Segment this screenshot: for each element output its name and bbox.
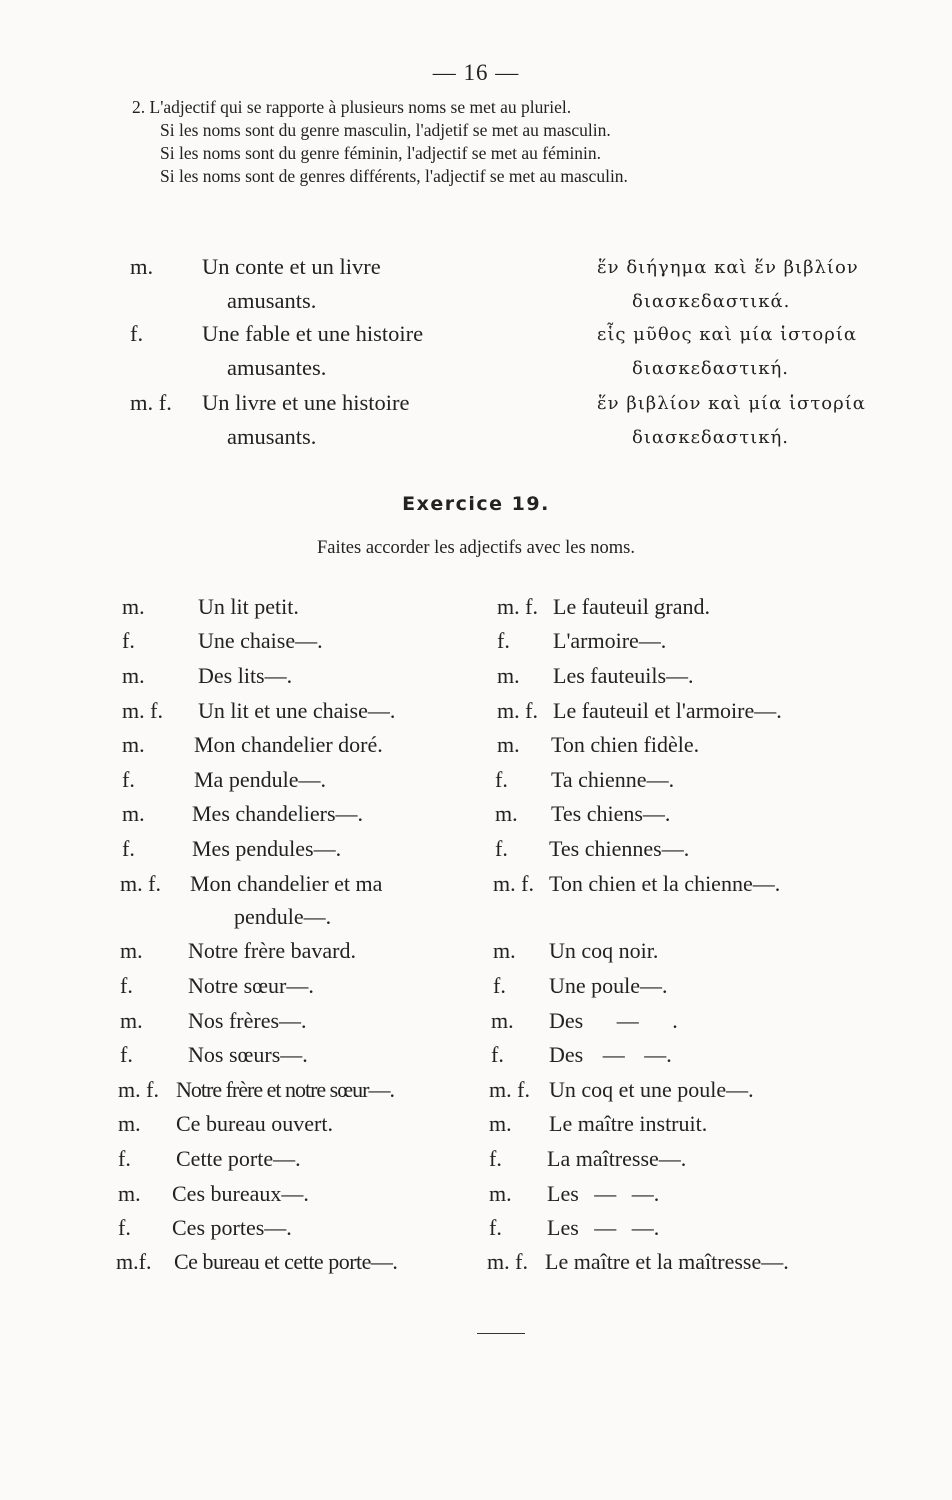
- left-phrase: Notre frère et notre sœur—.: [176, 1077, 394, 1102]
- right-gender: m.: [497, 732, 520, 757]
- left-gender: m. f.: [118, 1077, 159, 1102]
- left-gender: m. f.: [120, 871, 161, 896]
- right-phrase: Un coq noir.: [549, 938, 659, 963]
- right-gender: f.: [489, 1215, 502, 1240]
- left-phrase: Un lit et une chaise—.: [198, 698, 396, 723]
- example-gender: f.: [130, 321, 144, 346]
- example-gender: m.: [130, 254, 154, 279]
- left-phrase: Ce bureau ouvert.: [176, 1111, 333, 1136]
- right-gender: f.: [497, 628, 510, 653]
- left-phrase: Notre sœur—.: [188, 973, 314, 998]
- right-gender: m. f.: [497, 698, 538, 723]
- right-phrase: Ton chien fidèle.: [551, 732, 700, 757]
- left-gender: f.: [122, 767, 135, 792]
- left-gender: f.: [120, 973, 133, 998]
- rule-line: Si les noms sont du genre masculin, l'adjetif se met au masculin.: [160, 120, 611, 140]
- left-phrase: Un lit petit.: [198, 594, 299, 619]
- left-gender: m.: [118, 1181, 141, 1206]
- example-greek: ἕν διήγημα καὶ ἕν βιβλίον: [597, 257, 859, 278]
- left-gender: m.f.: [116, 1249, 152, 1274]
- rule-line: Si les noms sont du genre féminin, l'adjectif se met au féminin.: [160, 143, 602, 163]
- left-gender: m.: [122, 732, 145, 757]
- right-phrase: Un coq et une poule—.: [549, 1077, 754, 1102]
- left-gender: m.: [122, 663, 145, 688]
- right-gender: m.: [489, 1111, 512, 1136]
- left-gender: f.: [118, 1215, 131, 1240]
- exercise-instruction: Faites accorder les adjectifs avec les noms.: [317, 538, 635, 558]
- left-phrase: Des lits—.: [198, 663, 293, 688]
- left-phrase: Une chaise—.: [198, 628, 323, 653]
- example-greek: ἕν βιβλίον καὶ μία ἱστορία: [597, 393, 866, 414]
- page-number: — 16 —: [432, 60, 520, 85]
- left-phrase: Ma pendule—.: [194, 767, 326, 792]
- example-french: Un conte et un livre: [202, 254, 381, 279]
- rule-line: Si les noms sont de genres différents, l'adjectif se met au masculin.: [160, 166, 628, 186]
- left-phrase: Notre frère bavard.: [188, 938, 356, 963]
- example-greek: διασκεδαστικά.: [632, 291, 791, 312]
- example-greek: διασκεδαστική.: [632, 427, 789, 448]
- left-gender: m.: [120, 1008, 143, 1033]
- left-phrase: Ces bureaux—.: [172, 1181, 309, 1206]
- left-gender: m.: [120, 938, 143, 963]
- example-greek: εἷς μῦθος καὶ μία ἱστορία: [597, 324, 858, 345]
- left-phrase: Nos frères—.: [188, 1008, 307, 1033]
- example-french: amusants.: [227, 288, 317, 313]
- right-gender: f.: [495, 767, 508, 792]
- left-phrase: Mes chandeliers—.: [192, 801, 364, 826]
- right-phrase: Tes chiens—.: [551, 801, 671, 826]
- right-gender: m. f.: [487, 1249, 528, 1274]
- right-phrase: La maîtresse—.: [547, 1146, 687, 1171]
- right-gender: m. f.: [497, 594, 538, 619]
- left-phrase-continued: pendule—.: [234, 904, 332, 929]
- right-gender: m.: [489, 1181, 512, 1206]
- closing-rule: [477, 1333, 525, 1334]
- left-phrase: Cette porte—.: [176, 1146, 301, 1171]
- right-phrase: Les fauteuils—.: [553, 663, 694, 688]
- left-gender: f.: [122, 836, 135, 861]
- right-gender: f.: [493, 973, 506, 998]
- right-phrase: Une poule—.: [549, 973, 668, 998]
- right-phrase: Ton chien et la chienne—.: [549, 871, 781, 896]
- left-gender: m.: [122, 594, 145, 619]
- example-greek: διασκεδαστική.: [632, 358, 789, 379]
- right-phrase: Ta chienne—.: [551, 767, 675, 792]
- left-phrase: Mes pendules—.: [192, 836, 342, 861]
- example-french: Un livre et une histoire: [202, 390, 410, 415]
- right-phrase: Des — .: [549, 1008, 678, 1033]
- right-phrase: Les — —.: [547, 1215, 660, 1240]
- left-phrase: Nos sœurs—.: [188, 1042, 308, 1067]
- example-french: amusantes.: [227, 355, 327, 380]
- rule-line: 2. L'adjectif qui se rapporte à plusieurs noms se met au pluriel.: [132, 97, 572, 117]
- right-gender: m. f.: [493, 871, 534, 896]
- left-gender: m. f.: [122, 698, 163, 723]
- example-french: amusants.: [227, 424, 317, 449]
- right-gender: f.: [491, 1042, 504, 1067]
- right-gender: f.: [489, 1146, 502, 1171]
- left-gender: f.: [118, 1146, 131, 1171]
- left-phrase: Ce bureau et cette porte—.: [174, 1249, 398, 1274]
- left-gender: m.: [118, 1111, 141, 1136]
- left-phrase: Mon chandelier doré.: [194, 732, 383, 757]
- grammar-rule: [132, 96, 780, 188]
- right-phrase: Le fauteuil grand.: [553, 594, 710, 619]
- right-gender: m.: [497, 663, 520, 688]
- left-gender: m.: [122, 801, 145, 826]
- right-phrase: Le maître instruit.: [549, 1111, 708, 1136]
- example-french: Une fable et une histoire: [202, 321, 424, 346]
- right-gender: m.: [495, 801, 518, 826]
- right-gender: f.: [495, 836, 508, 861]
- left-phrase: Ces portes—.: [172, 1215, 292, 1240]
- right-phrase: Le fauteuil et l'armoire—.: [553, 698, 782, 723]
- right-gender: m. f.: [489, 1077, 530, 1102]
- right-phrase: Le maître et la maîtresse—.: [545, 1249, 789, 1274]
- left-gender: f.: [122, 628, 135, 653]
- example-gender: m. f.: [130, 390, 172, 415]
- right-phrase: Les — —.: [547, 1181, 660, 1206]
- right-phrase: Tes chiennes—.: [549, 836, 690, 861]
- left-phrase: Mon chandelier et ma: [190, 871, 383, 896]
- left-gender: f.: [120, 1042, 133, 1067]
- exercise-title: Exercice 19.: [402, 493, 550, 515]
- right-phrase: Des — —.: [549, 1042, 672, 1067]
- right-phrase: L'armoire—.: [553, 628, 667, 653]
- right-gender: m.: [491, 1008, 514, 1033]
- right-gender: m.: [493, 938, 516, 963]
